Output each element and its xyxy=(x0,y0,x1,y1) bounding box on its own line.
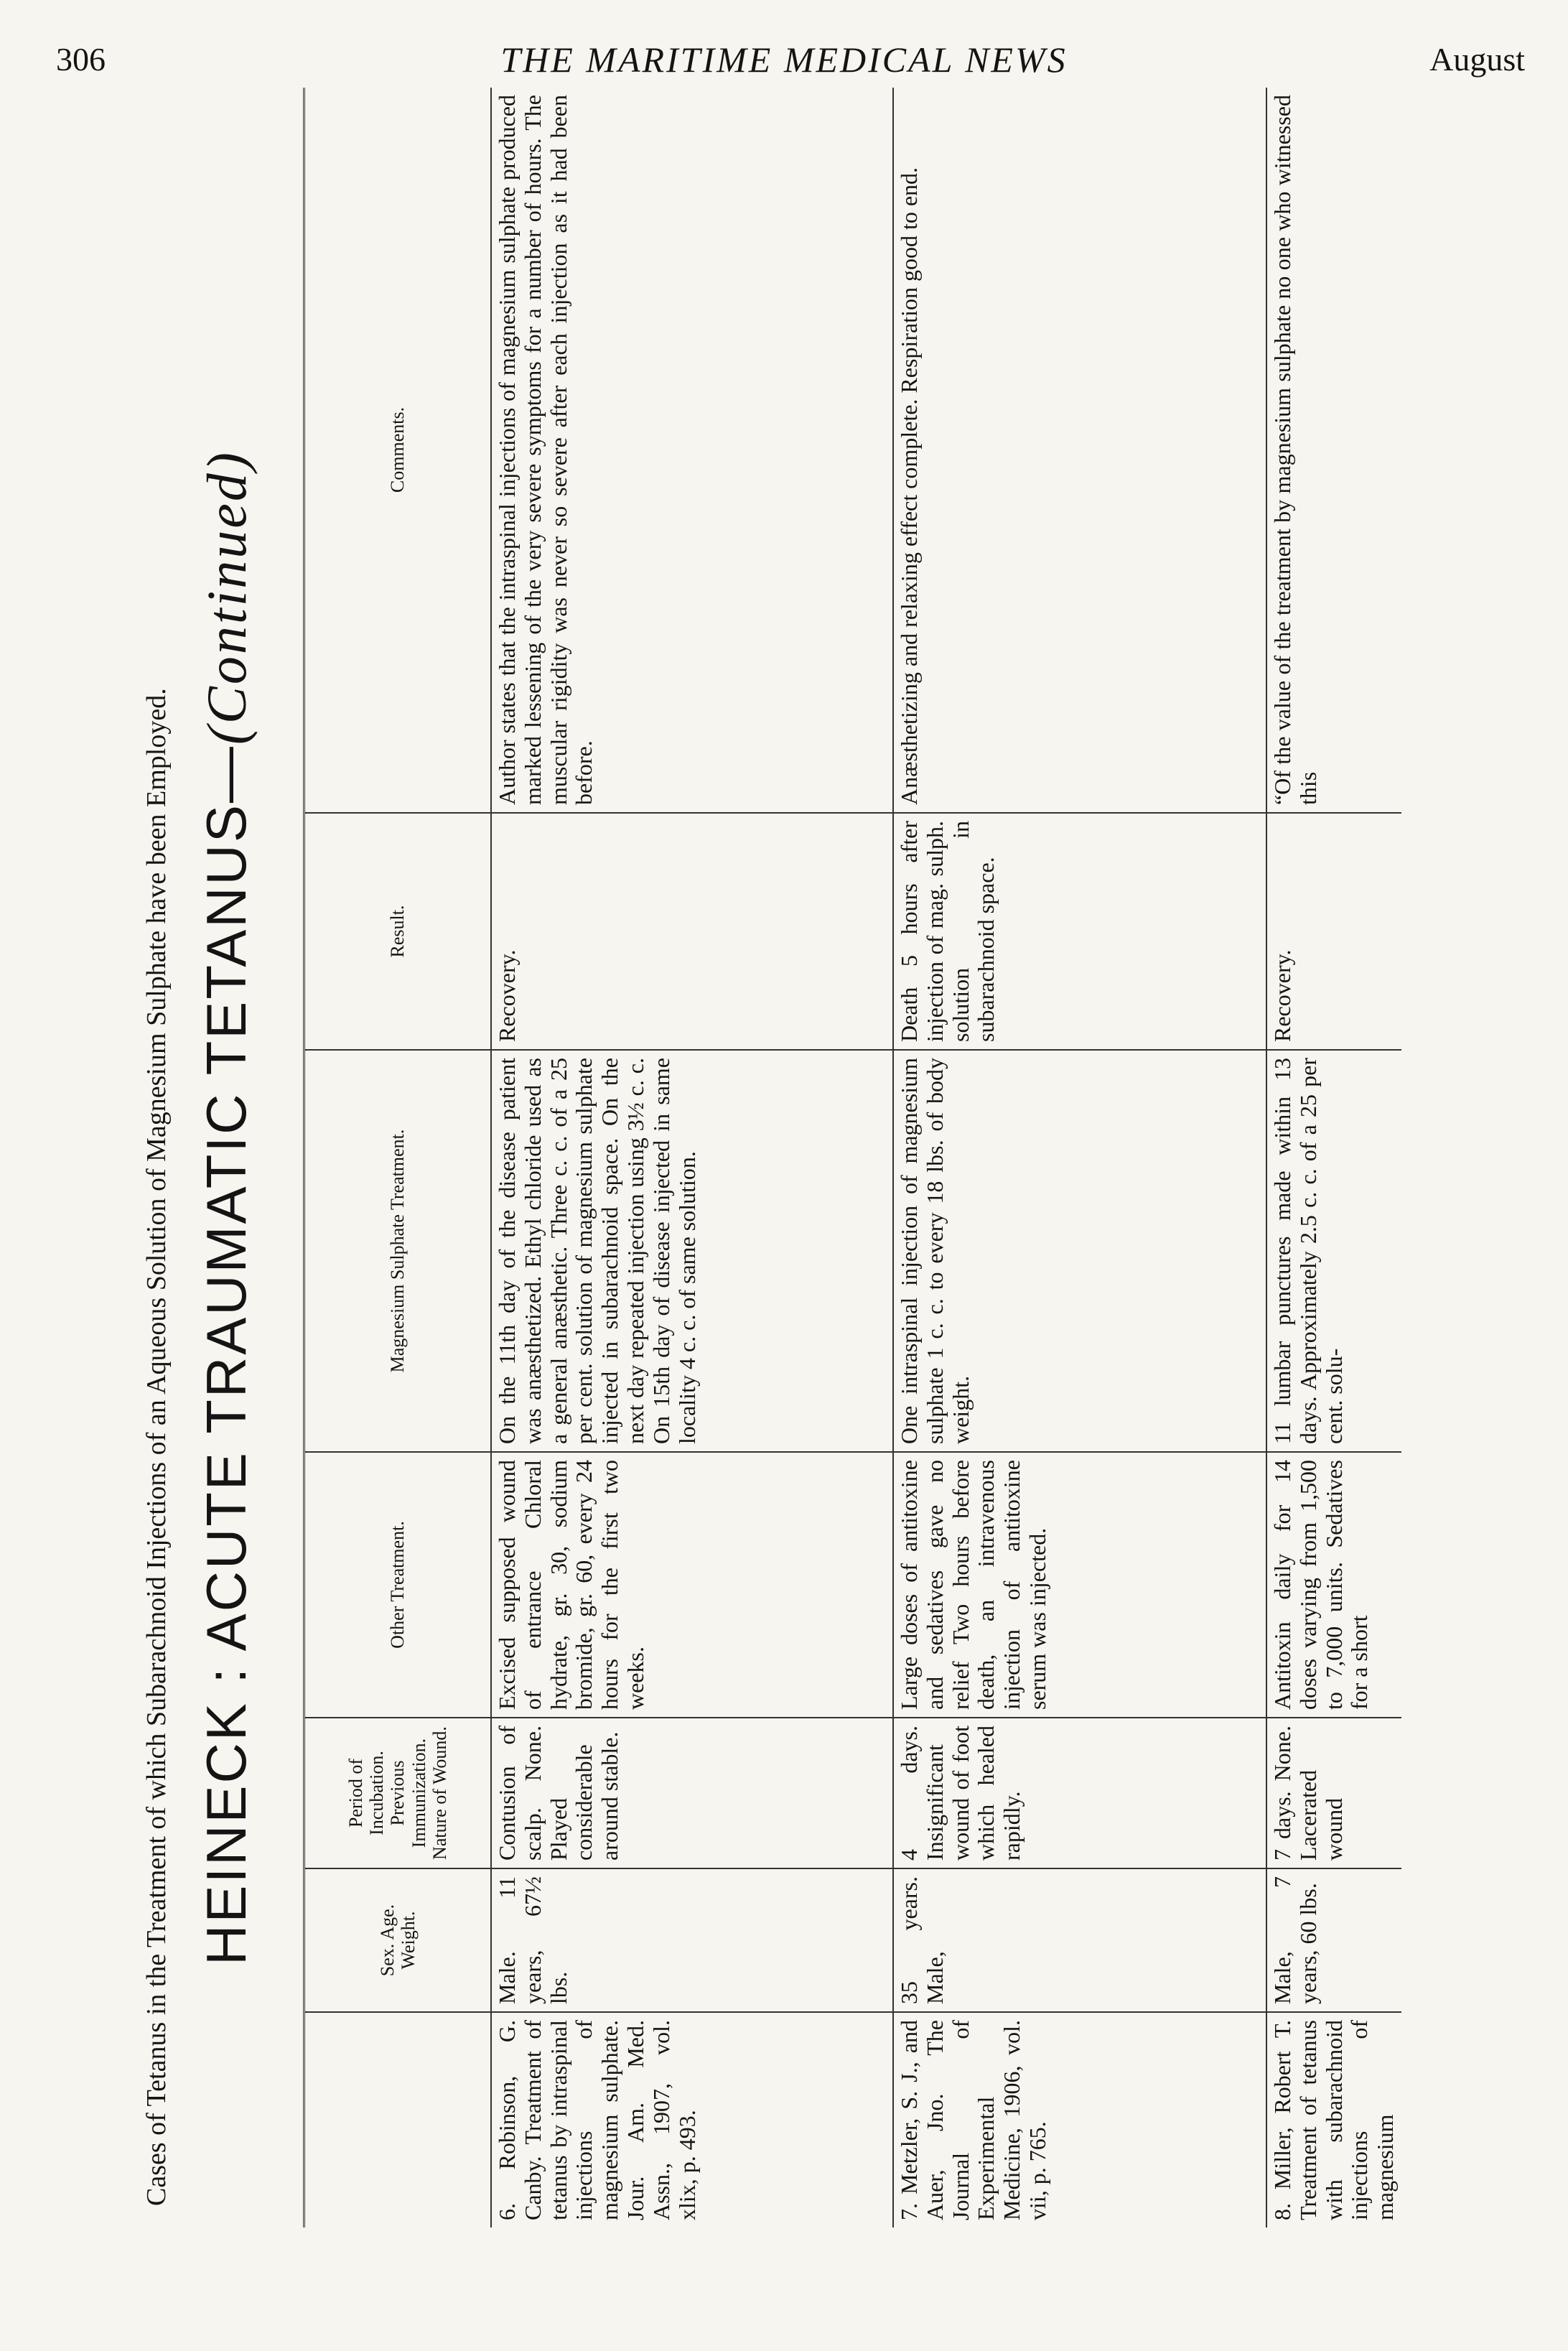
table-row xyxy=(1266,88,1401,2227)
cell-sex-age-weight: 35 years. Male, xyxy=(893,1868,1266,2012)
cell-other-treatment: Large doses of antitoxine and sedatives gave no relief Two hours before death, an intravenous injection of antitoxine serum was injected. xyxy=(893,1452,1266,1718)
table-title xyxy=(194,181,259,2235)
cell-incubation: 4 days. Insignificant wound of foot which healed rapidly. xyxy=(893,1718,1266,1868)
cell-comments: Author states that the intraspinal injections of magnesium sulphate produced marked lessening of the very severe symptoms for a number of hours. The muscular rigidity was never so severe after each injection as it had been before. xyxy=(494,95,597,805)
cell-result: Recovery. xyxy=(1266,813,1401,1050)
cell-incubation: 7 days. None. Lacerated wound xyxy=(1266,1718,1401,1868)
cell-magnesium-treatment: 11 lumbar punctures made within 13 days. Approximately 2.5 c. c. of a 25 per cent. solu- xyxy=(1266,1050,1401,1452)
page-number: 306 xyxy=(56,41,106,78)
cell-other-treatment: Excised supposed wound of entrance Chloral hydrate, gr. 30, sodium bromide, gr. 60, every 24 hours for the first two weeks. xyxy=(491,1452,893,1718)
table-title-main: HEINECK : ACUTE TRAUMATIC TETANUS— xyxy=(195,745,258,1965)
cell-other-treatment: Antitoxin daily for 14 doses varying from 1,500 to 7,000 units. Sedatives for a short xyxy=(1266,1452,1401,1718)
table-title-continued: (Continued) xyxy=(195,450,258,745)
cell-result: Recovery. xyxy=(491,813,893,1050)
col-header-magnesium-treatment: Magnesium Sulphate Treatment. xyxy=(304,1050,492,1452)
journal-title: THE MARITIME MEDICAL NEWS xyxy=(500,39,1068,80)
tetanus-cases-table xyxy=(303,88,1401,2227)
col-header-reference xyxy=(304,2012,492,2227)
cell-reference: 6. Robinson, G. Canby. Treatment of tetanus by intraspinal injections of magnesium sulphate. Jour. Am. Med. Assn., 1907, vol. xlix, p. 493. xyxy=(491,2012,893,2227)
cell-incubation: Contusion of scalp. None. Played considerable around stable. xyxy=(491,1718,893,1868)
cell-comments: “Of the value of the treatment by magnesium sulphate no one who witnessed this xyxy=(1266,88,1401,813)
col-header-incubation: Period of Incubation. Previous Immunization. Nature of Wound. xyxy=(304,1718,492,1868)
cell-reference: 8. Miller, Robert T. Treatment of tetanus with subarachnoid injections of magnesium xyxy=(1266,2012,1401,2227)
col-header-result: Result. xyxy=(304,813,492,1050)
cell-reference: 7. Metzler, S. J., and Auer, Jno. The Journal of Experimental Medicine, 1906, vol. vii, p. 765. xyxy=(893,2012,1266,2227)
rotated-table-region xyxy=(136,95,1544,2235)
issue-month: August xyxy=(1429,41,1525,78)
cell-sex-age-weight: Male. 11 years, 67½ lbs. xyxy=(491,1868,893,2012)
col-header-sex-age-weight: Sex. Age. Weight. xyxy=(304,1868,492,2012)
table-row xyxy=(893,88,1266,2227)
page-header xyxy=(0,0,1568,93)
cell-magnesium-treatment: On the 11th day of the disease patient was anæsthetized. Ethyl chloride used as a general anæsthetic. Three c. c. of a 25 per cent. solution of magnesium sulphate injected in subarachnoid space. On the next day repeated injection using 3½ c. c. On 15th day of disease injected in same locality 4 c. c. of same solution. xyxy=(491,1050,893,1452)
col-header-comments: Comments. xyxy=(304,88,492,813)
cell-result: Death 5 hours after injection of mag. sulph. solution in subarachnoid space. xyxy=(893,813,1266,1050)
table-row xyxy=(491,88,893,2227)
cell-magnesium-treatment: One intraspinal injection of magnesium sulphate 1 c. c. to every 18 lbs. of body weight. xyxy=(893,1050,1266,1452)
col-header-other-treatment: Other Treatment. xyxy=(304,1452,492,1718)
cell-sex-age-weight: Male, 7 years, 60 lbs. xyxy=(1266,1868,1401,2012)
table-caption: Cases of Tetanus in the Treatment of which Subarachnoid Injections of an Aqueous Solution of Magnesium Sulphate have been Employed. xyxy=(141,688,172,2206)
table-header-row xyxy=(304,88,492,2227)
cell-comments: Anæsthetizing and relaxing effect complete. Respiration good to end. xyxy=(893,88,1266,813)
